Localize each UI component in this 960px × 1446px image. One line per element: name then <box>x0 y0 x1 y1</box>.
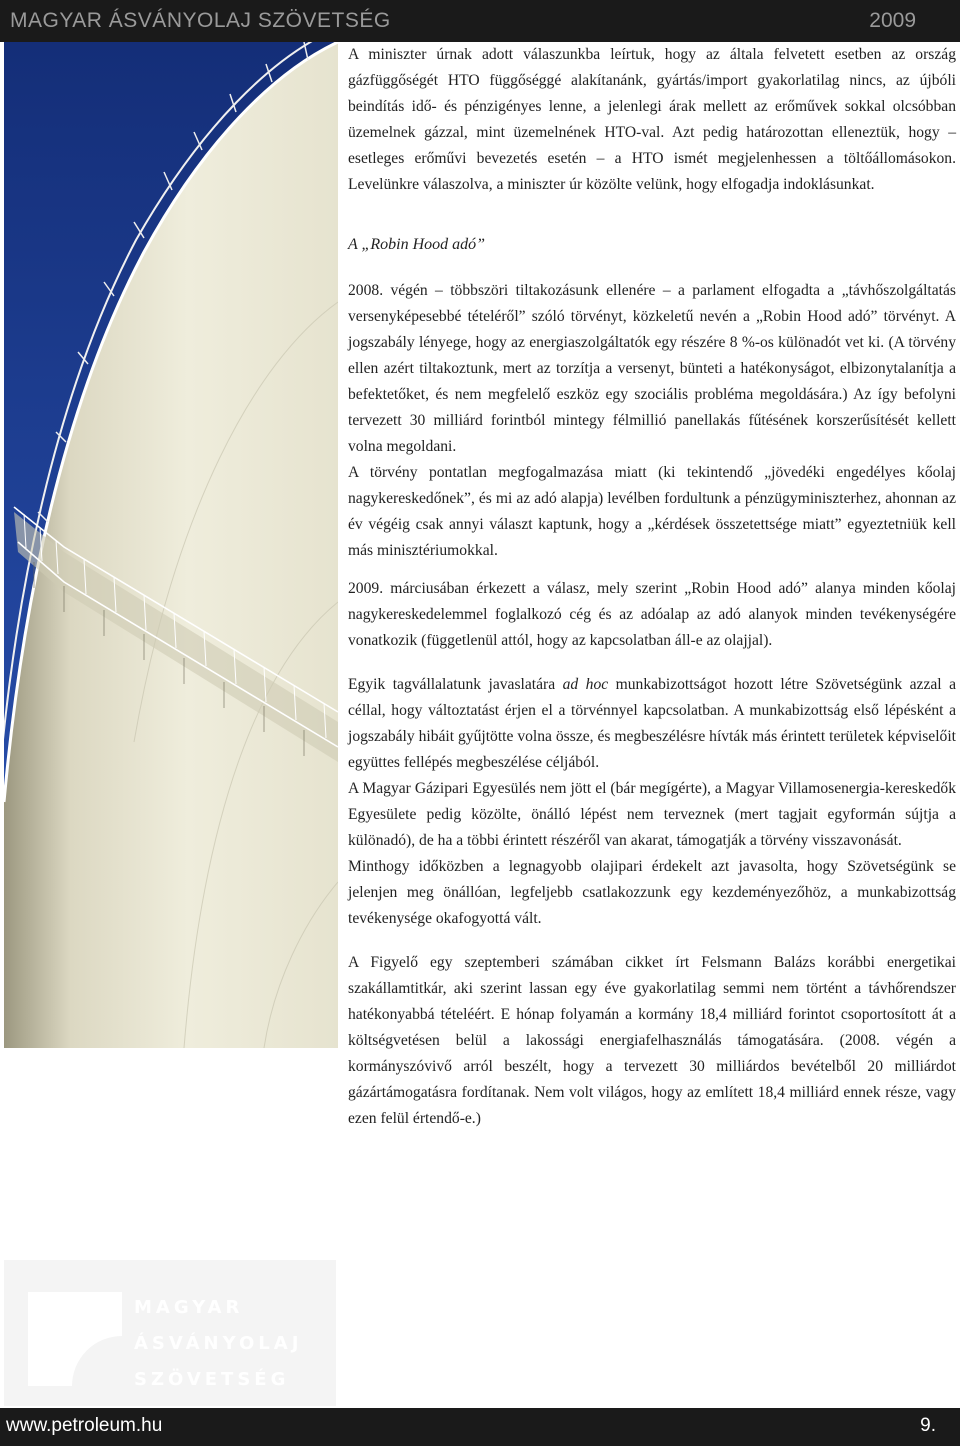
footer-url-link[interactable]: www.petroleum.hu <box>6 1415 163 1436</box>
logo-line-2: ÁSVÁNYOLAJ <box>134 1333 303 1354</box>
logo-line-3: SZÖVETSÉG <box>134 1369 290 1390</box>
logo-line-1: MAGYAR <box>134 1297 244 1318</box>
paragraph-5-end: munkabizottságot hozott létre Szövetségünk azzal a céllal, hogy változtatást érjen el a törvénnyel kapcsolatban. A munkabizottság első lépésként a jogszabály hibáit gyűjtötte volna össze, és megbeszélésre hívták más érintett területek képviselőit együttes fellépés megbeszélése céljából. <box>348 676 956 771</box>
association-logo <box>4 1260 336 1406</box>
paragraph-8: A Figyelő egy szeptemberi számában cikket írt Felsmann Balázs korábbi energetikai szakállamtitkár, aki szerint lassan egy éve gyakorlatilag semmi nem történt a távhőrendszer hatékonyabbá tételéért. E hónap folyamán a kormány 18,4 milliárd forintot csoportosított át a költségvetésen belül a lakossági energiafelhasználás támogatására. (2008. végén a kormányszóvivő arról beszélt, hogy a tervezett 30 milliárdos bevételből 20 milliárdot gázártámogatásra fordítanak. Nem volt világos, hogy az említett 18,4 milliárd ennek része, vagy ezen felül értendő-e.) <box>348 954 956 1127</box>
article-body <box>348 42 956 1132</box>
paragraph-6: A Magyar Gázipari Egyesülés nem jött el (bár megígérte), a Magyar Villamosenergia-kereskedők Egyesülete pedig közölte, önálló lépést nem terveznek (mert tagjait egyformán sújtja a különadó), de ha a többi érintett részéről van akarat, támogatják a törvény visszavonását. <box>348 780 956 849</box>
paragraph-2: 2008. végén – többszöri tiltakozásunk ellenére – a parlament elfogadta a „távhőszolgáltatás versenyképesebbé tételéről” szóló törvényt, közkeletű nevén a „Robin Hood adó” törvényt. A jogszabály lényege, hogy az energiaszolgáltatók egy részére 8 %-os különadót vet ki. (A törvény ellen azért tiltakoztunk, mert az torzítja a versenyt, bünteti a hatékonyságot, elbizonytalanítja a befektetőket, és nem megfelelő eszköz egy szociális probléma megoldására.) Az így befolyni tervezett 30 milliárd forintból mintegy félmillió panellakás fűtésének korszerűsítését kellett volna megoldani. <box>348 282 956 455</box>
header-title: MAGYAR ÁSVÁNYOLAJ SZÖVETSÉG <box>10 9 391 32</box>
header-year: 2009 <box>869 9 916 32</box>
paragraph-5 <box>348 672 956 776</box>
logo-mark-icon <box>28 1292 122 1386</box>
paragraph-5-italic: ad hoc <box>562 676 609 693</box>
logo-text <box>134 1290 302 1398</box>
paragraph-5-start: Egyik tagvállalatunk javaslatára <box>348 676 563 693</box>
paragraph-4: 2009. márciusában érkezett a válasz, mely szerint „Robin Hood adó” alanya minden kőolaj nagykereskedelemmel foglalkozó cég és az adóalap az adó alanyok minden tevékenységére vonatkozik (függetlenül attól, hogy az kapcsolatban áll-e az olajjal). <box>348 580 956 649</box>
section-heading: A „Robin Hood adó” <box>348 236 486 253</box>
footer-bar <box>0 1408 960 1446</box>
paragraph-1: A miniszter úrnak adott válaszunkba leírtuk, hogy az általa felvetett esetben az ország gázfüggőségét HTO függőséggé alakítanánk, gyártás/import gyakorlatilag nincs, az újbóli beindítás idő- és pénzigényes lenne, a jelenlegi árak mellett az erőművek sokkal olcsóbban üzemelnek gázzal, mint üzemelnének HTO-val. Azt pedig határozottan elleneztük, hogy – esetleges erőművi bevezetés esetén – a HTO ismét megjelenhessen a töltőállomásokon. Levelünkre válaszolva, a miniszter úr közölte velünk, hogy elfogadja indoklásunkat. <box>348 46 956 193</box>
storage-tank-photo <box>4 42 338 1048</box>
paragraph-7: Minthogy időközben a legnagyobb olajipari érdekelt azt javasolta, hogy Szövetségünk se jelenjen meg önállóan, legfeljebb csatlakozzunk egy kezdeményezőhöz, a munkabizottság tevékenysége okafogyottá vált. <box>348 858 956 927</box>
paragraph-3: A törvény pontatlan megfogalmazása miatt (ki tekintendő „jövedéki engedélyes kőolaj nagykereskedőnek”, és mi az adó alapja) levélben fordultunk a pénzügyminiszterhez, ahonnan az év végéig csak annyi választ kaptunk, hogy a „kérdések összetettsége miatt” egyeztetniük kell más minisztériumokkal. <box>348 464 956 559</box>
page-number: 9. <box>920 1415 936 1436</box>
header-bar <box>0 0 960 42</box>
